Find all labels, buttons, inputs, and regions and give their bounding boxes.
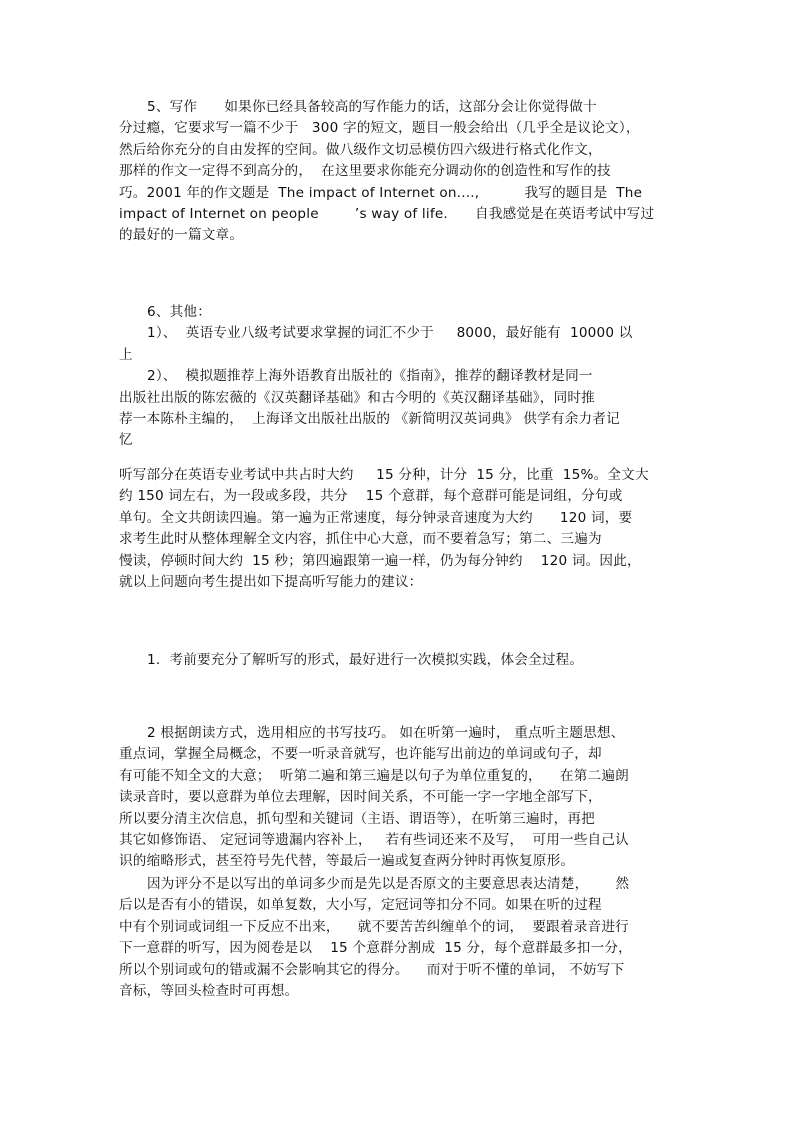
scoring-paragraph (119, 874, 689, 1002)
text-line: 音标，等回头检查时可再想。 (119, 982, 299, 999)
text-line: 2 根据朗读方式，选用相应的书写技巧。 如在听第一遍时， 重点听主题思想、 (147, 725, 625, 741)
dictation-intro-paragraph (119, 465, 689, 593)
writing-section (119, 97, 689, 247)
text-line: 单句。全文共朗读四遍。第一遍为正常速度，每分钟录音速度为大约 120 词，要 (119, 509, 633, 526)
tip-2-paragraph (119, 723, 689, 873)
text-line: 巧。2001 年的作文题是 The impact of Internet on...., 我写的题目是 The (119, 184, 643, 201)
text-line: 听写部分在英语专业考试中共占时大约 15 分种，计分 15 分，比重 15%。全文大 (119, 467, 649, 483)
text-line: 分过瘾，它要求写一篇不少于 300 字的短文，题目一般会给出（几乎全是议论文）， (119, 120, 640, 137)
tip-1-paragraph (119, 650, 689, 671)
text-line: 上 (119, 346, 133, 363)
text-line: 然后给你充分的自由发挥的空间。做八级作文切忌模仿四六级进行格式化作文， (119, 141, 602, 158)
text-line: 重点词，掌握全局概念，不要一听录音就写，也许能写出前边的单词或句子，却 (119, 746, 602, 763)
text-line: 中有个别词或词组一下反应不出来， 就不要苦苦纠缠单个的词， 要跟着录音进行 (119, 918, 629, 935)
text-line: 5、写作 如果你已经具备较高的写作能力的话，这部分会让你觉得做十 (147, 99, 597, 115)
text-line: 后以是否有小的错误，如单复数，大小写，定冠词等扣分不同。如果在听的过程 (119, 897, 602, 914)
text-line: impact of Internet on people ’s way of life. 自我感觉是在英语考试中写过 (119, 205, 655, 222)
text-line: 所以个别词或句的错或漏不会影响其它的得分。 而对于听不懂的单词， 不妨写下 (119, 961, 625, 978)
text-line: 的最好的一篇文章。 (119, 227, 244, 244)
other-section (119, 302, 689, 452)
text-line: 2）、 模拟题推荐上海外语教育出版社的《指南》，推荐的翻译教材是同一 (147, 368, 593, 385)
text-line: 那样的作文一定得不到高分的， 在这里要求你能充分调动你的创造性和写作的技 (119, 163, 611, 180)
text-line: 其它如修饰语、 定冠词等遗漏内容补上， 若有些词还来不及写， 可用一些自己认 (119, 831, 629, 848)
text-line: 慢读，停顿时间大约 15 秒；第四遍跟第一遍一样，仍为每分钟约 120 词。因此， (119, 552, 641, 569)
text-line: 1）、 英语专业八级考试要求掌握的词汇不少于 8000，最好能有 10000 以 (147, 325, 633, 342)
text-line: 忆 (119, 432, 133, 449)
text-line: 1. 考前要充分了解听写的形式，最好进行一次模拟实践，体会全过程。 (147, 652, 584, 668)
text-line: 因为评分不是以写出的单词多少而是先以是否原文的主要意思表达清楚， 然 (147, 876, 630, 892)
text-line: 识的缩略形式，甚至符号先代替，等最后一遍或复查两分钟时再恢复原形。 (119, 853, 575, 870)
text-line: 求考生此时从整体理解全文内容，抓住中心大意，而不要着急写；第二、三遍为 (119, 531, 602, 548)
text-line: 读录音时，要以意群为单位去理解，因时间关系，不可能一字一字地全部写下， (119, 789, 602, 806)
text-line: 就以上问题向考生提出如下提高听写能力的建议： (119, 573, 423, 590)
text-line: 所以要分清主次信息，抓句型和关键词（主语、谓语等），在听第三遍时，再把 (119, 810, 595, 827)
text-line: 下一意群的听写，因为阅卷是以 15 个意群分割成 15 分，每个意群最多扣一分， (119, 940, 632, 957)
text-line: 有可能不知全文的大意； 听第二遍和第三遍是以句子为单位重复的， 在第二遍朗 (119, 767, 629, 784)
text-line: 荐一本陈朴主编的， 上海译文出版社出版的 《新简明汉英词典》 供学有余力者记 (119, 410, 620, 427)
text-line: 约 150 词左右，为一段或多段，共分 15 个意群，每个意群可能是词组，分句或 (119, 488, 623, 505)
text-line: 出版社出版的陈宏薇的《汉英翻译基础》和古今明的《英汉翻译基础》，同时推 (119, 389, 595, 406)
text-line: 6、其他： (147, 304, 212, 320)
